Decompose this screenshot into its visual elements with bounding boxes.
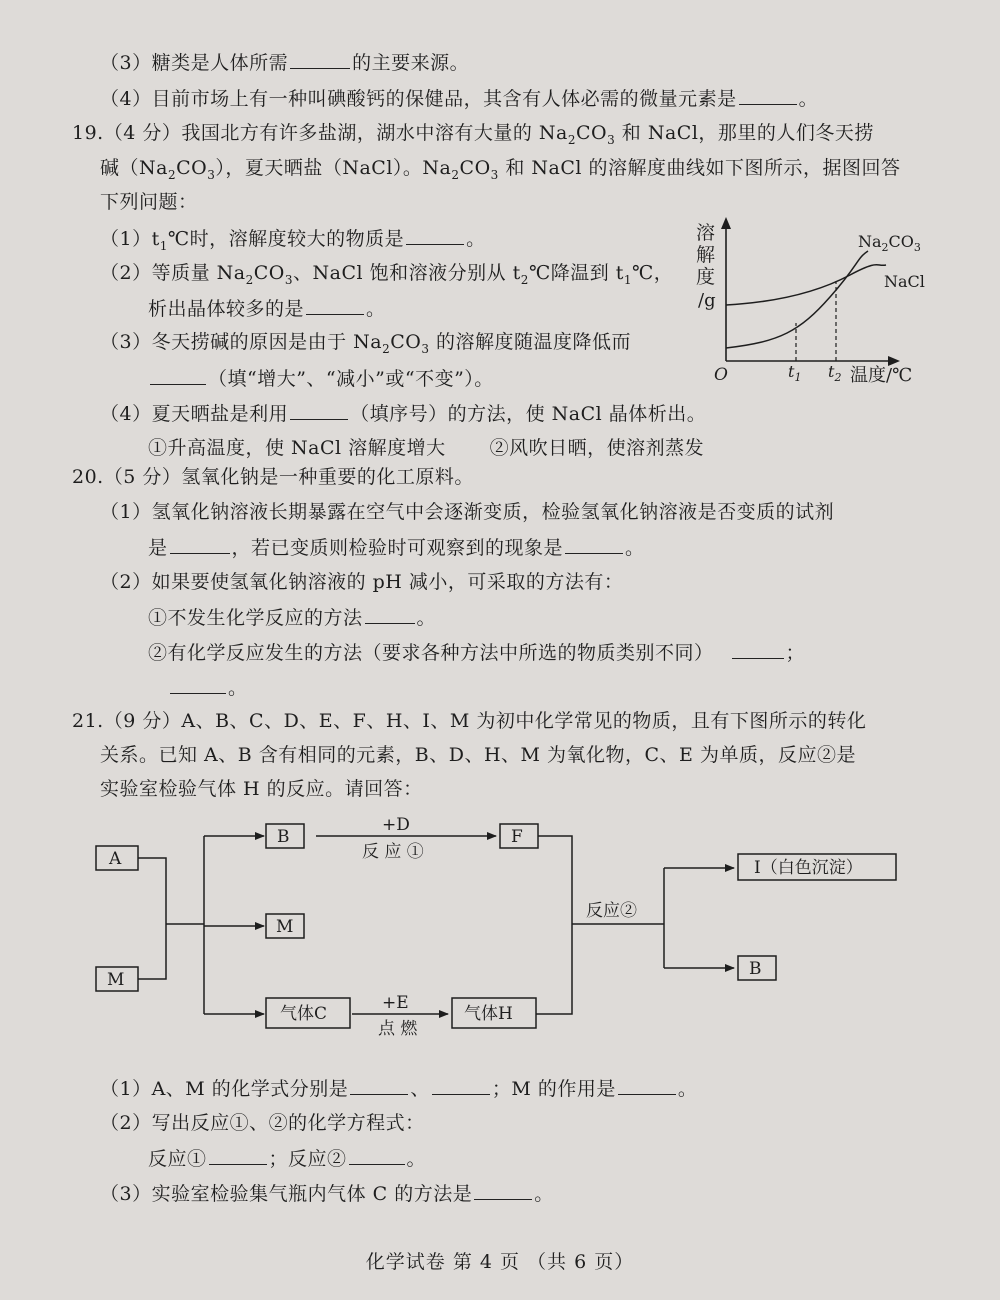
q21-3: （3）实验室检验集气瓶内气体 C 的方法是 。 [100, 1183, 554, 1205]
answer-blank[interactable] [618, 1076, 676, 1095]
label-ignite: 点 燃 [378, 1019, 418, 1039]
y-axis-arrow [721, 217, 731, 229]
q19-intro-line3: 下列问题： [100, 191, 198, 213]
label-reaction-2: 反应② [586, 901, 637, 921]
q18-4: （4）目前市场上有一种叫碘酸钙的保健品，其含有人体必需的微量元素是 。 [100, 88, 819, 110]
q20-2: （2）如果要使氢氧化钠溶液的 pH 减小，可采取的方法有： [100, 571, 624, 593]
label-A: A [109, 849, 122, 869]
y-label-unit: /g [698, 290, 716, 311]
q20-intro: 20.（5 分）氢氧化钠是一种重要的化工原料。 [72, 466, 474, 488]
na2co3-label: $Na_2CO_3$ [858, 232, 921, 254]
q20-2a: ①不发生化学反应的方法 。 [148, 607, 437, 629]
reaction-diagram [90, 810, 910, 1050]
q19-3b: （填“增大”、“减小”或“不变”）。 [148, 366, 494, 391]
label-F: F [511, 827, 523, 847]
label-plus-E: +E [382, 993, 409, 1013]
answer-blank[interactable] [290, 50, 350, 69]
q19-4-options: ①升高温度，使 NaCl 溶解度增大 ②风吹日晒，使溶剂蒸发 [148, 437, 705, 459]
q19-intro-line1: 19.（4 分）我国北方有许多盐湖，湖水中溶有大量的 $Na_2CO_3$ 和 NaCl，那里的人们冬天捞 [72, 122, 874, 147]
label-B: B [277, 827, 290, 847]
label-plus-D: +D [382, 815, 410, 835]
page-footer: 化学试卷 第 4 页 （共 6 页） [365, 1251, 635, 1273]
q21-intro-2: 关系。已知 A、B 含有相同的元素，B、D、H、M 为氧化物，C、E 为单质，反应②是 [100, 744, 856, 766]
answer-blank[interactable] [406, 226, 464, 245]
answer-blank[interactable] [474, 1181, 532, 1200]
q21-2b: 反应① ；反应② 。 [148, 1148, 427, 1170]
label-gas-H: 气体H [464, 1004, 513, 1024]
answer-blank[interactable] [306, 296, 364, 315]
y-label-3: 度 [696, 266, 716, 288]
t1-tick-label: $t_1$ [788, 362, 802, 384]
label-B-right: B [749, 959, 762, 979]
answer-blank[interactable] [350, 1076, 408, 1095]
q21-1: （1）A、M 的化学式分别是 、 ；M 的作用是 。 [100, 1078, 698, 1100]
q21-intro-3: 实验室检验气体 H 的反应。请回答： [100, 778, 423, 800]
x-axis-label: 温度/℃ [850, 365, 913, 386]
q19-1: $(1)t_1℃$时，溶解度较大的物质是 。 [100, 228, 486, 253]
label-M-mid: M [276, 917, 294, 937]
q18-3: （3）糖类是人体所需 的主要来源。 [100, 52, 470, 74]
origin-label: O [714, 365, 728, 385]
q19-2: （2）等质量 $Na_2CO_3$、NaCl 饱和溶液分别从 $t_2℃$降温到 $t_1℃$， [100, 262, 674, 287]
merge-line [138, 858, 166, 979]
label-M-left: M [107, 970, 125, 990]
q20-2b: ②有化学反应发生的方法（要求各种方法中所选的物质类别不同） ； [148, 642, 806, 664]
answer-blank[interactable] [432, 1076, 490, 1095]
nacl-curve [726, 265, 886, 305]
q19-2b: 析出晶体较多的是 。 [148, 298, 386, 320]
y-label-1: 溶 [696, 222, 716, 244]
q20-1b: 是 ，若已变质则检验时可观察到的现象是 。 [148, 537, 645, 559]
t2-tick-label: $t_2$ [828, 362, 842, 384]
answer-blank[interactable] [150, 366, 206, 385]
y-label-2: 解 [696, 244, 716, 266]
answer-blank[interactable] [739, 86, 797, 105]
label-reaction-1: 反 应 ① [362, 842, 424, 862]
merge-F-H [536, 836, 572, 1014]
q19-intro-line2: 碱$(Na_2CO_3)$，夏天晒盐（NaCl）。$Na_2CO_3$ 和 NaCl 的溶解度曲线如下图所示，据图回答 [100, 157, 901, 182]
answer-blank[interactable] [349, 1146, 405, 1165]
answer-blank[interactable] [565, 535, 623, 554]
na2co3-curve [726, 251, 868, 348]
answer-blank[interactable] [209, 1146, 267, 1165]
answer-blank[interactable] [290, 401, 348, 420]
q21-intro-1: 21.（9 分）A、B、C、D、E、F、H、I、M 为初中化学常见的物质，且有下图所示的转化 [72, 710, 867, 732]
q20-1: （1）氢氧化钠溶液长期暴露在空气中会逐渐变质，检验氢氧化钠溶液是否变质的试剂 [100, 501, 835, 523]
q21-2: （2）写出反应①、②的化学方程式： [100, 1112, 425, 1134]
answer-blank[interactable] [170, 535, 230, 554]
q19-3: （3）冬天捞碱的原因是由于 $Na_2CO_3$ 的溶解度随温度降低而 [100, 331, 632, 356]
solubility-graph [690, 215, 940, 395]
answer-blank[interactable] [732, 640, 784, 659]
nacl-label: NaCl [884, 272, 925, 291]
label-I: I（白色沉淀） [754, 858, 863, 878]
answer-blank[interactable] [365, 605, 415, 624]
q19-4: （4）夏天晒盐是利用 （填序号）的方法，使 NaCl 晶体析出。 [100, 403, 707, 425]
label-gas-C: 气体C [280, 1004, 328, 1024]
q20-2c: 。 [168, 675, 248, 700]
answer-blank[interactable] [170, 675, 226, 694]
